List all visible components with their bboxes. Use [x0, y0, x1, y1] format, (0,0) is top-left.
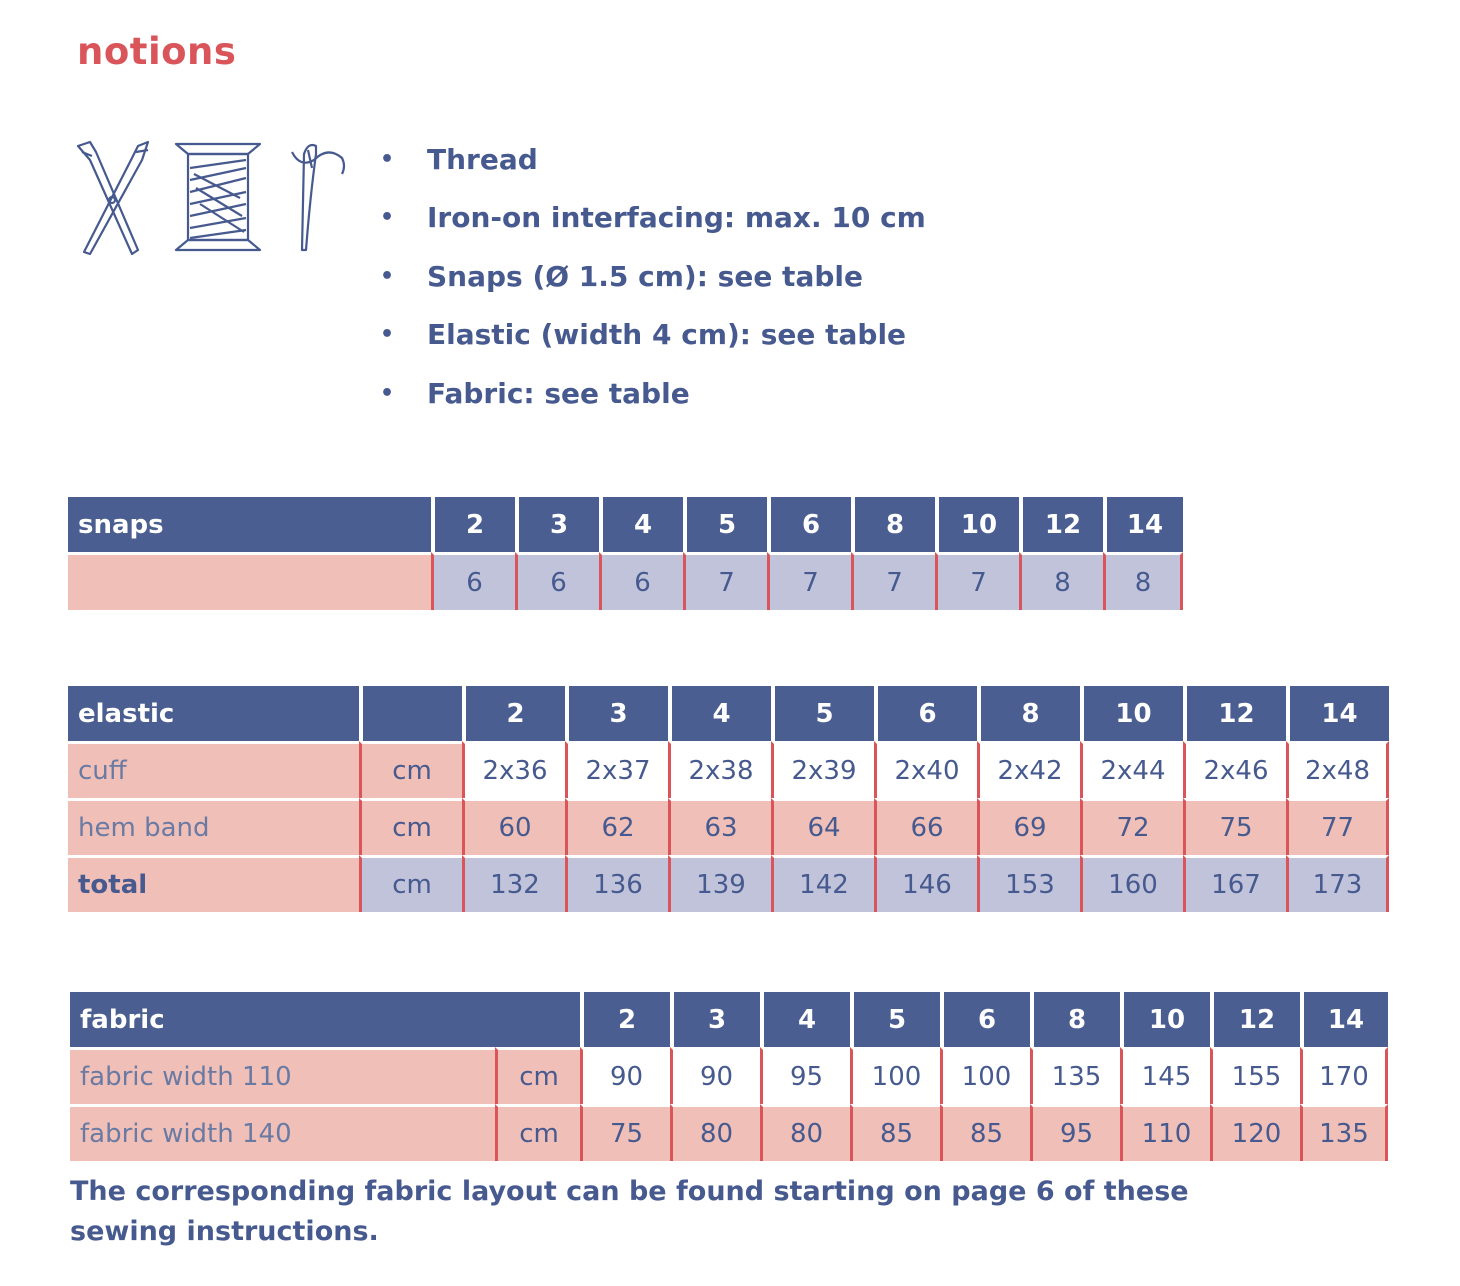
- table-cell: 90: [580, 1047, 670, 1104]
- table-cell: 155: [1210, 1047, 1300, 1104]
- table-cell: 142: [771, 855, 874, 912]
- size-header: 10: [1120, 992, 1210, 1047]
- fabric-header: fabric: [70, 992, 580, 1047]
- table-cell: 2x44: [1080, 741, 1183, 798]
- table-cell: 2x46: [1183, 741, 1286, 798]
- table-cell: 77: [1286, 798, 1389, 855]
- list-item: • Fabric: see table: [380, 376, 690, 410]
- table-cell: 6: [599, 552, 683, 610]
- table-cell: 2x42: [977, 741, 1080, 798]
- row-label: hem band: [68, 798, 359, 855]
- table-cell: 2x37: [565, 741, 668, 798]
- table-cell: 85: [850, 1104, 940, 1161]
- list-item: • Thread: [380, 142, 538, 176]
- size-header: 5: [771, 686, 874, 741]
- unit-cell: cm: [495, 1104, 580, 1161]
- unit-header: [359, 686, 462, 741]
- table-cell: 145: [1120, 1047, 1210, 1104]
- table-cell: 75: [580, 1104, 670, 1161]
- size-header: 12: [1210, 992, 1300, 1047]
- table-cell: 132: [462, 855, 565, 912]
- table-cell: 153: [977, 855, 1080, 912]
- row-label: cuff: [68, 741, 359, 798]
- size-header: 14: [1103, 497, 1183, 552]
- notions-icons: [70, 138, 360, 258]
- table-cell: 120: [1210, 1104, 1300, 1161]
- table-cell: 72: [1080, 798, 1183, 855]
- table-cell: 170: [1300, 1047, 1388, 1104]
- size-header: 3: [515, 497, 599, 552]
- size-header: 8: [1030, 992, 1120, 1047]
- table-cell: 62: [565, 798, 668, 855]
- size-header: 5: [683, 497, 767, 552]
- table-cell: 66: [874, 798, 977, 855]
- size-header: 3: [670, 992, 760, 1047]
- table-cell: 100: [940, 1047, 1030, 1104]
- table-cell: 160: [1080, 855, 1183, 912]
- table-cell: 95: [1030, 1104, 1120, 1161]
- size-header: 10: [935, 497, 1019, 552]
- scissors-icon: [78, 142, 148, 254]
- table-cell: 173: [1286, 855, 1389, 912]
- elastic-table: [68, 686, 1389, 912]
- size-header: 4: [599, 497, 683, 552]
- table-cell: 69: [977, 798, 1080, 855]
- snaps-header: snaps: [68, 497, 431, 552]
- snaps-table: [68, 497, 1183, 610]
- list-item: • Iron-on interfacing: max. 10 cm: [380, 201, 926, 235]
- table-cell: 7: [851, 552, 935, 610]
- table-cell: 8: [1103, 552, 1183, 610]
- size-header: 3: [565, 686, 668, 741]
- unit-cell: cm: [359, 798, 462, 855]
- unit-cell: cm: [495, 1047, 580, 1104]
- table-cell: 2x48: [1286, 741, 1389, 798]
- table-cell: 146: [874, 855, 977, 912]
- size-header: 6: [940, 992, 1030, 1047]
- size-header: 2: [431, 497, 515, 552]
- table-cell: 2x40: [874, 741, 977, 798]
- size-header: 6: [874, 686, 977, 741]
- row-label: fabric width 140: [70, 1104, 495, 1161]
- table-cell: 2x36: [462, 741, 565, 798]
- unit-cell: cm: [359, 855, 462, 912]
- table-cell: 7: [935, 552, 1019, 610]
- size-header: 5: [850, 992, 940, 1047]
- table-cell: 139: [668, 855, 771, 912]
- thread-spool-icon: [176, 144, 260, 250]
- table-cell: 64: [771, 798, 874, 855]
- table-cell: 95: [760, 1047, 850, 1104]
- row-label: fabric width 110: [70, 1047, 495, 1104]
- table-cell: 8: [1019, 552, 1103, 610]
- size-header: 2: [462, 686, 565, 741]
- size-header: 8: [851, 497, 935, 552]
- unit-cell: cm: [359, 741, 462, 798]
- list-item: • Snaps (Ø 1.5 cm): see table: [380, 259, 863, 293]
- table-cell: 100: [850, 1047, 940, 1104]
- size-header: 2: [580, 992, 670, 1047]
- page-title: notions: [77, 30, 237, 73]
- size-header: 12: [1183, 686, 1286, 741]
- notions-list: [380, 130, 926, 423]
- table-cell: 135: [1300, 1104, 1388, 1161]
- table-cell: 2x39: [771, 741, 874, 798]
- table-cell: 2x38: [668, 741, 771, 798]
- size-header: 10: [1080, 686, 1183, 741]
- size-header: 14: [1300, 992, 1388, 1047]
- list-item: • Elastic (width 4 cm): see table: [380, 318, 907, 352]
- table-cell: 7: [767, 552, 851, 610]
- table-cell: 80: [760, 1104, 850, 1161]
- size-header: 6: [767, 497, 851, 552]
- table-cell: 75: [1183, 798, 1286, 855]
- fabric-table: [70, 992, 1388, 1161]
- size-header: 4: [668, 686, 771, 741]
- size-header: 4: [760, 992, 850, 1047]
- table-cell: 167: [1183, 855, 1286, 912]
- table-cell: 135: [1030, 1047, 1120, 1104]
- table-cell: 6: [431, 552, 515, 610]
- table-cell: 90: [670, 1047, 760, 1104]
- size-header: 12: [1019, 497, 1103, 552]
- table-cell: 7: [683, 552, 767, 610]
- row-label: total: [68, 855, 359, 912]
- table-cell: 63: [668, 798, 771, 855]
- table-cell: 6: [515, 552, 599, 610]
- table-cell: 136: [565, 855, 668, 912]
- table-cell: 60: [462, 798, 565, 855]
- elastic-header: elastic: [68, 686, 359, 741]
- table-cell: 85: [940, 1104, 1030, 1161]
- table-cell: 110: [1120, 1104, 1210, 1161]
- table-cell: 80: [670, 1104, 760, 1161]
- size-header: 14: [1286, 686, 1389, 741]
- snaps-row-label: [68, 552, 431, 610]
- needle-icon: [292, 145, 344, 250]
- footer-note: The corresponding fabric layout can be found starting on page 6 of these sewing instructions.: [70, 1176, 1189, 1247]
- size-header: 8: [977, 686, 1080, 741]
